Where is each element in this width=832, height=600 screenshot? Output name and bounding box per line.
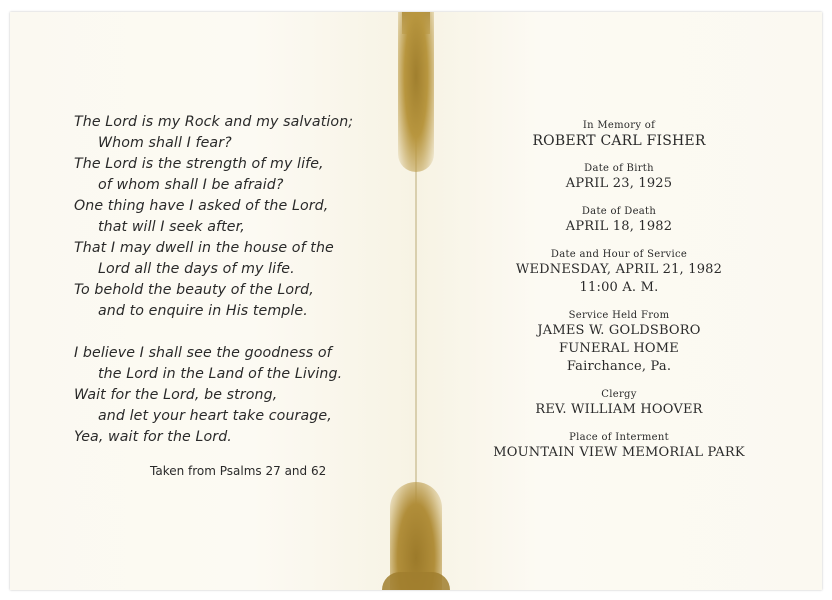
death-date: APRIL 18, 1982 xyxy=(565,219,673,234)
service-section xyxy=(416,248,822,297)
deceased-name: ROBERT CARL FISHER xyxy=(532,133,706,149)
clergy-section xyxy=(416,388,822,419)
interment-section xyxy=(416,431,822,462)
psalm-line: I believe I shall see the goodness of xyxy=(74,345,332,361)
psalm-line: and let your heart take courage, xyxy=(98,408,332,424)
held-from-section xyxy=(416,309,822,376)
psalm-line: and to enquire in His temple. xyxy=(98,303,308,319)
psalm-stanza-2 xyxy=(74,343,404,448)
memorial-details xyxy=(416,119,822,474)
service-date: WEDNESDAY, APRIL 21, 1982 xyxy=(515,262,723,277)
psalm-line: To behold the beauty of the Lord, xyxy=(74,282,314,298)
psalm-line: Whom shall I fear? xyxy=(98,135,232,151)
service-label: Date and Hour of Service xyxy=(550,249,688,260)
water-stain-bottom-edge xyxy=(382,572,450,590)
stanza-spacer xyxy=(74,322,404,343)
psalm-line: That I may dwell in the house of the xyxy=(74,240,334,256)
held-from-label: Service Held From xyxy=(568,310,670,321)
psalm-line: of whom shall I be afraid? xyxy=(98,177,284,193)
interment-place: MOUNTAIN VIEW MEMORIAL PARK xyxy=(493,445,745,460)
death-section xyxy=(416,205,822,236)
in-memory-section xyxy=(416,119,822,150)
psalm-line: One thing have I asked of the Lord, xyxy=(74,198,329,214)
in-memory-label: In Memory of xyxy=(582,120,656,131)
interment-label: Place of Interment xyxy=(569,432,669,443)
funeral-home-line-1: JAMES W. GOLDSBORO xyxy=(537,323,701,338)
psalm-line: The Lord is my Rock and my salvation; xyxy=(74,114,354,130)
funeral-home-line-2: FUNERAL HOME xyxy=(559,341,679,356)
psalm-line: Lord all the days of my life. xyxy=(98,261,295,277)
clergy-name: REV. WILLIAM HOOVER xyxy=(535,402,703,417)
psalm-line: Yea, wait for the Lord. xyxy=(74,429,232,445)
funeral-home-location: Fairchance, Pa. xyxy=(566,359,672,374)
psalm-line: Wait for the Lord, be strong, xyxy=(74,387,278,403)
psalm-line: the Lord in the Land of the Living. xyxy=(98,366,343,382)
psalm-source: Taken from Psalms 27 and 62 xyxy=(150,464,327,478)
psalm-line: that will I seek after, xyxy=(98,219,245,235)
birth-label: Date of Birth xyxy=(584,163,654,174)
psalm-stanza-1 xyxy=(74,112,404,322)
service-time: 11:00 A. M. xyxy=(579,280,659,295)
psalm-line: The Lord is the strength of my life, xyxy=(74,156,324,172)
psalm-verse xyxy=(74,112,404,448)
birth-section xyxy=(416,162,822,193)
clergy-label: Clergy xyxy=(601,389,637,400)
death-label: Date of Death xyxy=(581,206,657,217)
memorial-card xyxy=(10,12,822,590)
birth-date: APRIL 23, 1925 xyxy=(565,176,673,191)
